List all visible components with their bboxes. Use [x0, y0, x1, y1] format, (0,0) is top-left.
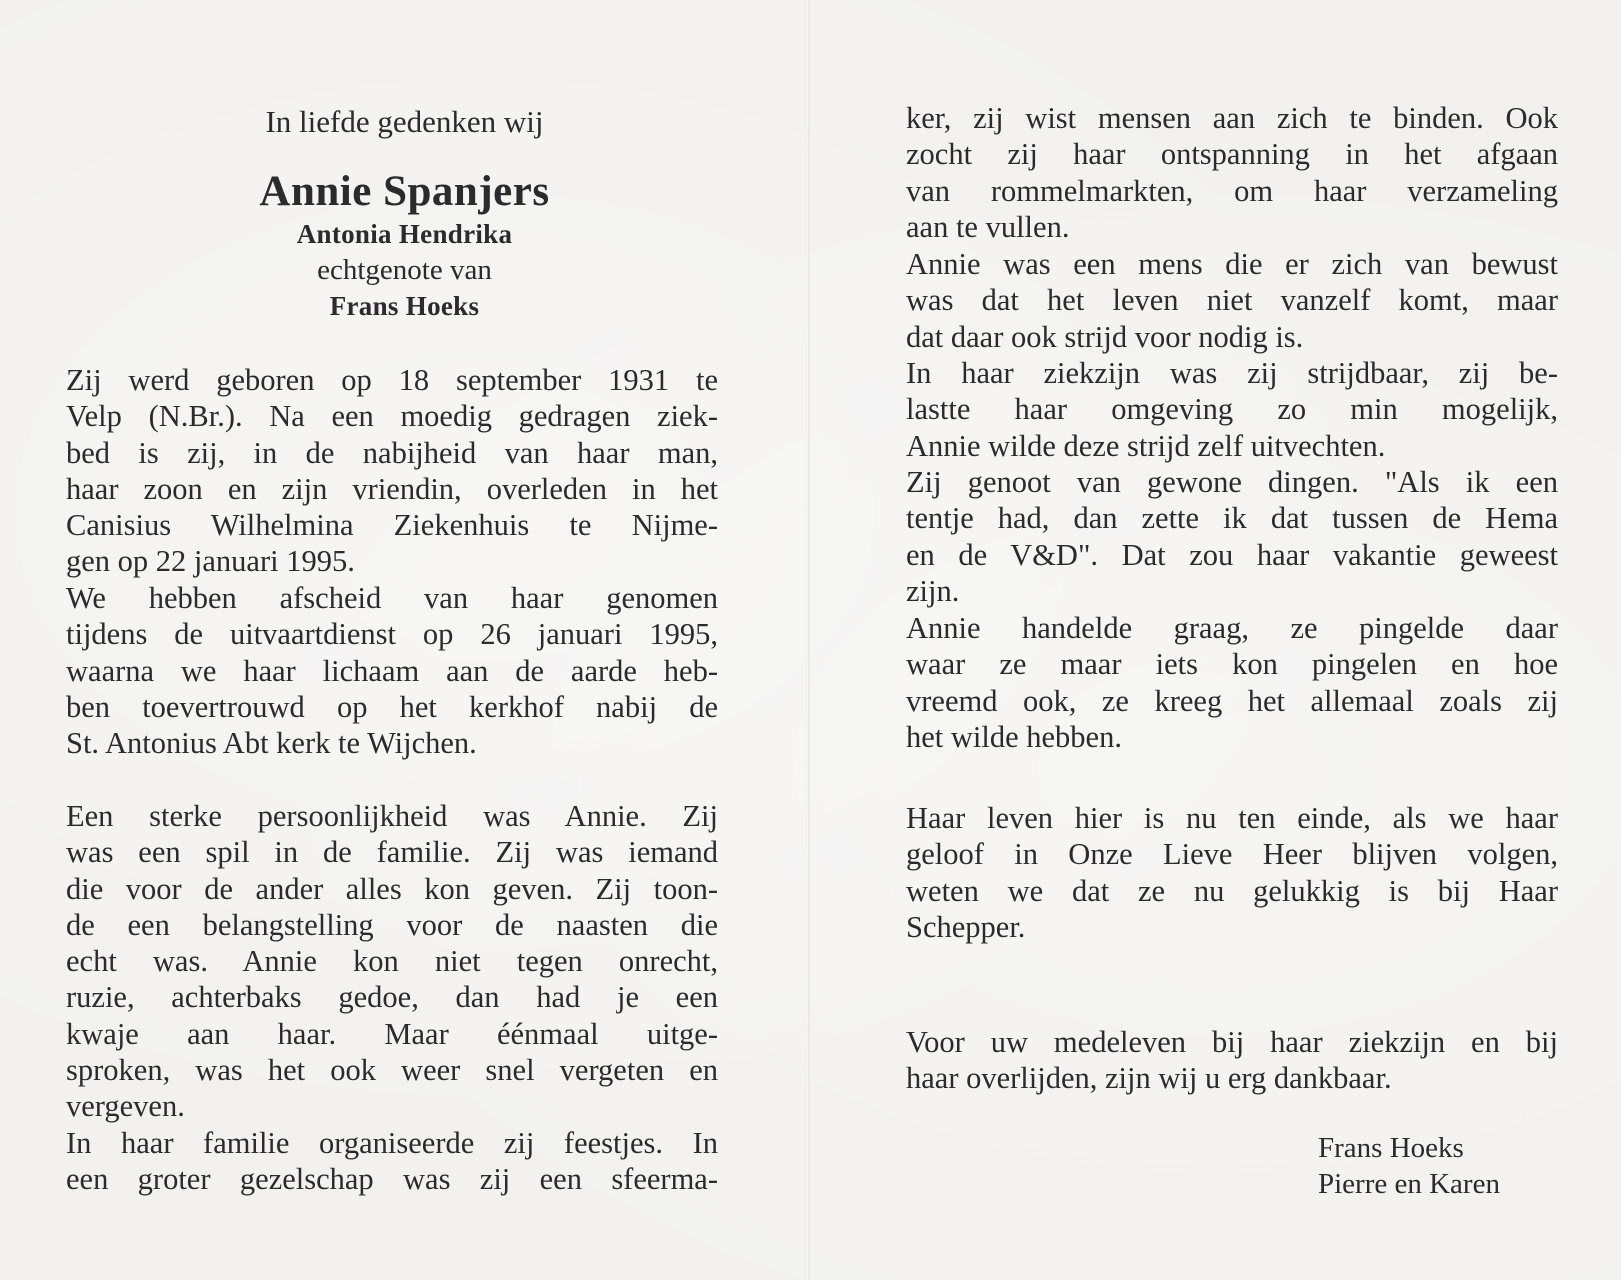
- text-line: Schepper.: [906, 909, 1026, 944]
- paragraph-personality: [66, 798, 718, 1125]
- text-line: Een sterke persoonlijkheid was Annie. Zij: [66, 799, 718, 833]
- text-line: Voor uw medeleven bij haar ziekzijn en bij: [906, 1025, 1558, 1059]
- text-line: tentje had, dan zette ik dat tussen de Hema: [906, 501, 1558, 536]
- text-line: kwaje aan haar. Maar éénmaal uitge-: [66, 1016, 718, 1051]
- paragraph-thanks: [906, 1024, 1558, 1097]
- text-line: St. Antonius Abt kerk te Wijchen.: [66, 726, 477, 761]
- text-line: sproken, was het ook weer snel vergeten en: [66, 1053, 718, 1088]
- text-line: In haar ziekzijn was zij strijdbaar, zij be-: [906, 356, 1558, 390]
- text-line: was een spil in de familie. Zij was iemand: [66, 835, 718, 870]
- text-line: was dat het leven niet vanzelf komt, maar: [906, 283, 1558, 318]
- signature-name: Frans Hoeks: [1318, 1132, 1464, 1164]
- paragraph-birth-death: [66, 362, 718, 580]
- text-line: waar ze maar iets kon pingelen en hoe: [906, 647, 1558, 682]
- text-line: gen op 22 januari 1995.: [66, 544, 355, 579]
- text-line: Annie handelde graag, ze pingelde daar: [906, 611, 1558, 645]
- text-line: waarna we haar lichaam aan de aarde heb-: [66, 653, 718, 688]
- text-line: weten we dat ze nu gelukkig is bij Haar: [906, 873, 1558, 908]
- text-line: ben toevertrouwd op het kerkhof nabij de: [66, 689, 718, 724]
- text-line: Annie wilde deze strijd zelf uitvechten.: [906, 428, 1386, 463]
- intro-text: In liefde gedenken wij: [265, 104, 544, 139]
- paragraph-haggling: [906, 610, 1558, 755]
- text-line: Zij werd geboren op 18 september 1931 te: [66, 363, 718, 397]
- paragraph-simple-things: [906, 464, 1558, 609]
- paragraph-social: [906, 100, 1558, 245]
- signature-block: [1318, 1130, 1500, 1202]
- text-line: Velp (N.Br.). Na een moedig gedragen ziek-: [66, 399, 718, 434]
- card-fold-line: [806, 0, 810, 1280]
- text-line: van rommelmarkten, om haar verzameling: [906, 173, 1558, 208]
- text-line: Annie was een mens die er zich van bewust: [906, 247, 1558, 281]
- text-line: Zij genoot van gewone dingen. "Als ik een: [906, 465, 1558, 499]
- paragraph-faith: [906, 800, 1558, 945]
- text-line: en de V&D". Dat zou haar vakantie geweest: [906, 537, 1558, 572]
- text-line: We hebben afscheid van haar genomen: [66, 581, 718, 615]
- paragraph-illness: [906, 355, 1558, 464]
- spouse-label: echtgenote van: [317, 254, 492, 286]
- text-line: zijn.: [906, 573, 960, 608]
- text-line: vreemd ook, ze kreeg het allemaal zoals zij: [906, 683, 1558, 718]
- text-line: de een belangstelling voor de naasten die: [66, 907, 718, 942]
- text-line: geloof in Onze Lieve Heer blijven volgen,: [906, 837, 1558, 872]
- deceased-name: Annie Spanjers: [259, 168, 550, 215]
- text-line: Canisius Wilhelmina Ziekenhuis te Nijme-: [66, 508, 718, 543]
- text-line: een groter gezelschap was zij een sfeerma-: [66, 1162, 718, 1197]
- paragraph-awareness: [906, 246, 1558, 355]
- paragraph-funeral: [66, 580, 718, 761]
- paragraph-family: [66, 1125, 718, 1198]
- text-line: Haar leven hier is nu ten einde, als we haar: [906, 801, 1558, 835]
- text-line: aan te vullen.: [906, 209, 1070, 244]
- text-line: zocht zij haar ontspanning in het afgaan: [906, 137, 1558, 172]
- text-line: die voor de ander alles kon geven. Zij toon-: [66, 871, 718, 906]
- text-line: vergeven.: [66, 1089, 185, 1124]
- text-line: ker, zij wist mensen aan zich te binden. Ook: [906, 101, 1558, 135]
- given-names: Antonia Hendrika: [296, 219, 513, 249]
- text-line: dat daar ook strijd voor nodig is.: [906, 319, 1304, 354]
- signature-name: Pierre en Karen: [1318, 1168, 1500, 1200]
- text-line: echt was. Annie kon niet tegen onrecht,: [66, 944, 718, 979]
- card-header: [66, 92, 718, 324]
- text-line: tijdens de uitvaartdienst op 26 januari 1995,: [66, 617, 718, 652]
- text-line: haar zoon en zijn vriendin, overleden in het: [66, 471, 718, 506]
- text-line: lastte haar omgeving zo min mogelijk,: [906, 392, 1558, 427]
- text-line: bed is zij, in de nabijheid van haar man,: [66, 435, 718, 470]
- text-line: In haar familie organiseerde zij feestjes. In: [66, 1126, 718, 1160]
- text-line: haar overlijden, zijn wij u erg dankbaar.: [906, 1061, 1392, 1096]
- spouse-name: Frans Hoeks: [329, 291, 480, 321]
- text-line: ruzie, achterbaks gedoe, dan had je een: [66, 980, 718, 1015]
- text-line: het wilde hebben.: [906, 719, 1122, 754]
